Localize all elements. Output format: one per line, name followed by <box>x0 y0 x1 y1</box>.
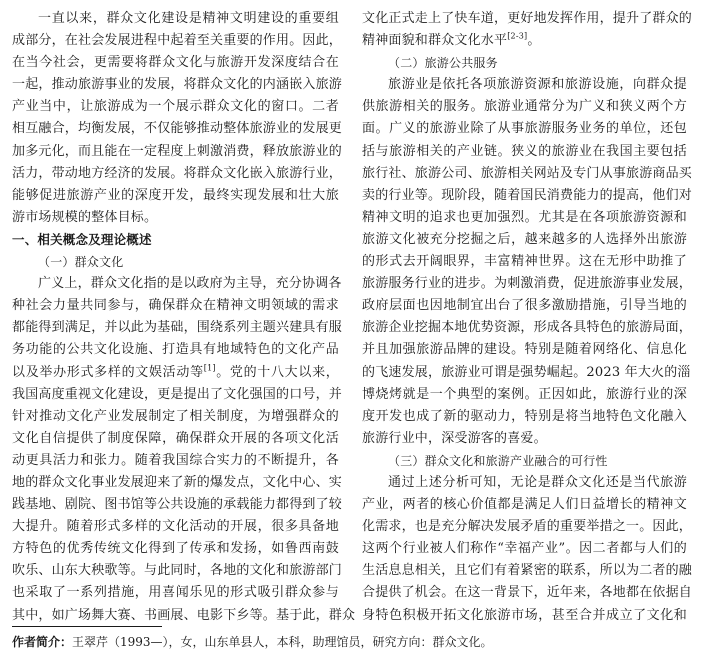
line-text: 相互融合，均衡发展，不仅能够推动整体旅游业的发展更 <box>12 121 343 137</box>
line-text: 面。广义的旅游业除了从事旅游服务业务的单位，还包 <box>362 121 687 137</box>
line-text: 动更具活力和张力。随着我国综合实力的不断提升，各 <box>12 452 339 468</box>
line-text: 其中，如广场舞大赛、书画展、电影下乡等。基于此，群众 <box>12 607 356 623</box>
body-text-line <box>362 273 693 295</box>
body-text-line <box>362 605 687 627</box>
body-text-line <box>362 582 693 604</box>
footnote-label: 作者简介： <box>12 635 73 649</box>
line-text: 我国高度重视文化建设，更是提出了文化强国的口号，并 <box>12 386 343 402</box>
body-text-line <box>12 185 339 207</box>
body-text-line <box>362 163 693 185</box>
line-text: 旅游行业中，深受游客的喜爱。 <box>362 430 547 446</box>
body-text-line <box>12 538 339 560</box>
body-text-line <box>12 582 339 604</box>
body-text-line <box>12 605 356 627</box>
body-text-line <box>12 406 339 428</box>
body-text-line <box>362 295 687 317</box>
footnote-text: 王翠芹（1993—），女，山东单县人，本科，助理馆员，研究方向：群众文化。 <box>72 635 493 649</box>
line-text: 一直以来，群众文化建设是精神文明建设的重要组 <box>38 11 339 26</box>
body-text-line <box>12 52 339 74</box>
body-text-line <box>12 8 339 30</box>
line-text: 地的群众文化事业发展迎来了新的爆发点，文化中心、实 <box>12 474 343 490</box>
body-text-line <box>12 96 339 118</box>
body-text-line <box>362 207 687 229</box>
citation-ref: [2-3] <box>507 31 528 41</box>
body-text-line <box>362 30 687 52</box>
body-text-line <box>12 384 343 406</box>
subsection-heading <box>362 450 687 472</box>
line-text: （三）群众文化和旅游产业融合的可行性 <box>388 453 608 468</box>
line-text: 旅游业是依托各项旅游资源和旅游设施，向群众提 <box>388 77 687 93</box>
line-text: 这两个行业被人们称作“幸福产业”。因二者都与人们的 <box>362 541 687 557</box>
line-text: 务功能的公共文化设施、打造具有地域特色的文化产品 <box>12 342 339 358</box>
body-text-line <box>12 30 343 52</box>
body-text-line <box>12 516 339 538</box>
line-text: 通过上述分析可知，无论是群众文化还是当代旅游 <box>388 474 687 490</box>
line-text: 供旅游相关的服务。旅游业通常分为广义和狭义两个方 <box>362 99 687 115</box>
line-text: 卖的行业等。现阶段，随着国民消费能力的提高，他们对 <box>362 187 693 203</box>
subsection-heading <box>12 251 339 273</box>
body-text-line <box>362 118 687 140</box>
body-text-line <box>12 339 339 361</box>
line-text: 广义上，群众文化指的是以政府为主导，充分协调各 <box>38 276 342 292</box>
line-text: 针对推动文化产业发展制定了相关制度，为增强群众的 <box>12 408 339 424</box>
line-text: 以及举办形式多样的文娱活动等 <box>12 364 204 380</box>
section-heading <box>12 229 339 251</box>
body-text-line <box>362 472 687 494</box>
line-text: 游市场规模的整体目标。 <box>12 209 158 225</box>
body-text-line <box>362 538 687 560</box>
body-text-line <box>362 317 693 339</box>
line-text: 旅游文化被充分挖掘之后，越来越多的人选择外出旅游 <box>362 231 687 247</box>
right-column <box>362 8 693 627</box>
body-text-line <box>362 428 687 450</box>
line-text: 大提升。随着形式多样的文化活动的开展，很多具备地 <box>12 519 339 535</box>
body-text-line <box>12 295 339 317</box>
line-text: 文化自信提供了制度保障，确保群众开展的各项文化活 <box>12 430 339 446</box>
body-text-line <box>362 384 687 406</box>
line-text: 生活息息相关，且它们有着紧密的联系，所以为二者的融 <box>362 563 693 579</box>
body-text-line <box>362 8 693 30</box>
line-text: 括与旅游相关的产业链。狭义的旅游业在我国主要包括 <box>362 143 687 159</box>
line-text: 文化正式走上了快车道，更好地发挥作用，提升了群众的 <box>362 11 693 26</box>
body-text-line <box>362 185 693 207</box>
line-text: 博烧烤就是一个典型的案例。正因如此，旅游行业的深 <box>362 386 687 402</box>
line-text: 也采取了一系列措施，用喜闻乐见的形式吸引群众参与 <box>12 585 339 601</box>
line-text: 的飞速发展，旅游业可谓是强势崛起。2023 年大火的淄 <box>362 364 691 380</box>
body-text-line <box>362 141 687 163</box>
line-text: 政府层面也因地制宜出台了很多激励措施，引导当地的 <box>362 298 687 314</box>
line-text-tail: 。 <box>527 33 541 49</box>
body-text-line <box>12 163 343 185</box>
body-text-line <box>362 229 687 251</box>
citation-ref: [1] <box>203 363 216 373</box>
line-text: 活力，带动地方经济的发展。将群众文化嵌入旅游行业， <box>12 165 343 181</box>
line-text: 旅游企业挖掘本地优势资源，形成各具特色的旅游局面， <box>362 320 693 336</box>
body-text-line <box>362 494 687 516</box>
body-text-line <box>362 96 687 118</box>
subsection-heading <box>362 52 687 74</box>
left-column <box>12 8 356 627</box>
line-text: 化需求，也是充分解决发展矛盾的重要举措之一。因此， <box>362 519 693 535</box>
footnote-divider <box>12 626 162 627</box>
line-text: 种社会力量共同参与，确保群众在精神文明领域的需求 <box>12 298 339 314</box>
body-text-line <box>362 339 687 361</box>
line-text: 一、相关概念及理论概述 <box>12 231 152 247</box>
body-text-line <box>12 450 339 472</box>
body-text-line <box>12 494 343 516</box>
line-text: （一）群众文化 <box>38 255 124 270</box>
body-text-line <box>362 251 687 273</box>
line-text: 度开发也成了新的驱动力，特别是将当地特色文化融入 <box>362 408 687 424</box>
body-text-line <box>12 560 343 582</box>
line-text-tail: 。党的十八大以来， <box>215 364 339 380</box>
line-text: 合提供了机会。在这一背景下，近年来，各地都在依据自 <box>362 585 693 601</box>
line-text: 加多元化，而且能在一定程度上刺激消费，释放旅游业的 <box>12 143 343 159</box>
line-text: 践基地、剧院、图书馆等公共设施的承载能力都得到了较 <box>12 497 343 513</box>
line-text: 精神面貌和群众文化水平 <box>362 33 508 49</box>
body-text-line <box>362 74 687 96</box>
body-text-line <box>12 317 343 339</box>
body-text-line <box>12 273 342 295</box>
line-text: 旅行社、旅游公司、旅游相关网站及专门从事旅游商品买 <box>362 165 693 181</box>
body-text-line <box>12 428 339 450</box>
line-text: 精神文明的追求也更加强烈。尤其是在各项旅游资源和 <box>362 209 687 225</box>
line-text: 身特色积极开拓文化旅游市场，甚至合并成立了文化和 <box>362 607 687 623</box>
body-text-line <box>362 560 693 582</box>
body-text-line <box>362 406 687 428</box>
author-footnote <box>12 633 493 651</box>
line-text: 能够促进旅游产业的深度开发，最终实现发展和壮大旅 <box>12 187 339 203</box>
body-text-line <box>12 141 343 163</box>
line-text: 都能得到满足，并以此为基础，围绕系列主题兴建具有服 <box>12 320 343 336</box>
line-text: 一起，推动旅游事业的发展，将群众文化的内涵嵌入旅游 <box>12 77 343 93</box>
body-text-line <box>12 74 343 96</box>
body-text-line <box>12 362 339 384</box>
body-text-line <box>12 472 343 494</box>
body-text-line <box>12 207 339 229</box>
line-text: 在当今社会，更需要将群众文化与旅游开发深度结合在 <box>12 55 339 71</box>
line-text: （二）旅游公共服务 <box>388 56 498 71</box>
line-text: 成部分，在社会发展进程中起着至关重要的作用。因此， <box>12 33 343 49</box>
line-text: 旅游服务行业的进步。为刺激消费，促进旅游事业发展， <box>362 276 693 292</box>
body-text-line <box>362 362 691 384</box>
line-text: 吹乐、山东大秧歌等。与此同时，各地的文化和旅游部门 <box>12 563 343 579</box>
line-text: 产业，两者的核心价值都是满足人们日益增长的精神文 <box>362 497 687 513</box>
line-text: 并且加强旅游品牌的建设。特别是随着网络化、信息化 <box>362 342 687 358</box>
line-text: 产业当中，让旅游成为一个展示群众文化的窗口。二者 <box>12 99 339 115</box>
body-text-line <box>362 516 693 538</box>
line-text: 方特色的优秀传统文化得到了传承和发扬，如鲁西南鼓 <box>12 541 339 557</box>
body-text-line <box>12 118 343 140</box>
line-text: 的形式去开阔眼界，丰富精神世界。这在无形中助推了 <box>362 254 687 270</box>
